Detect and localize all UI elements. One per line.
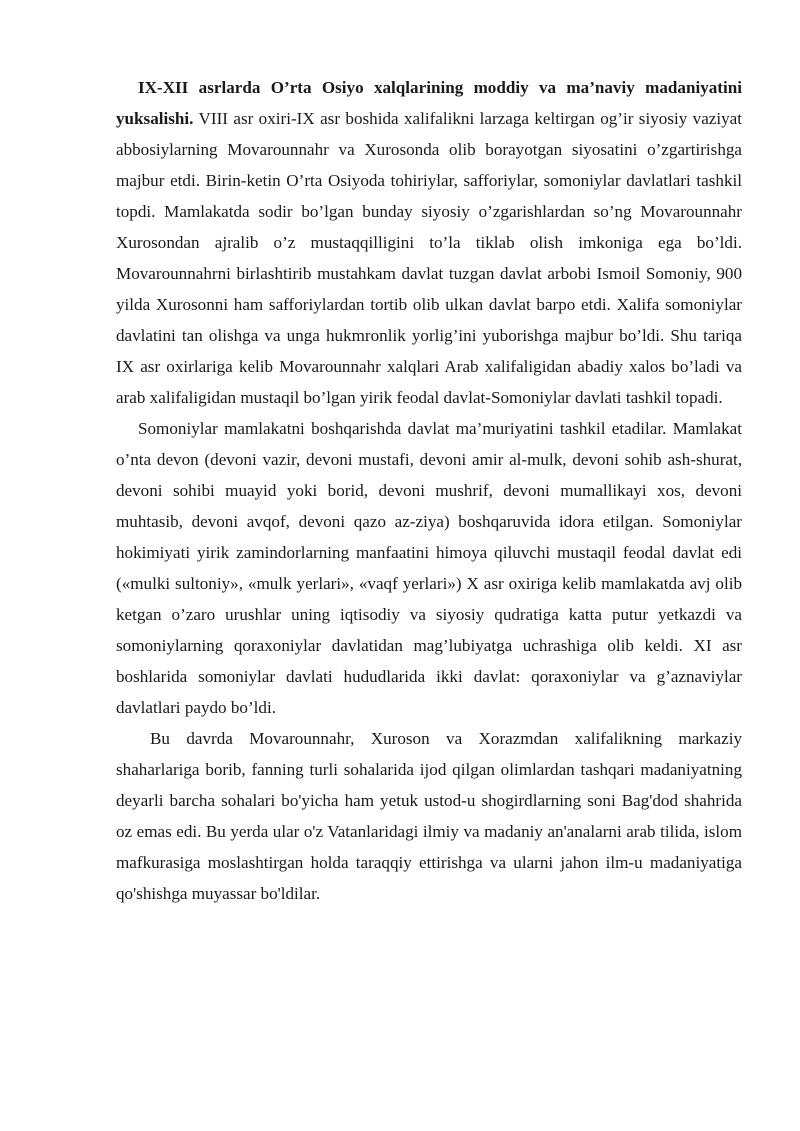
paragraph-2	[116, 413, 742, 723]
paragraph-3-text: Bu davrda Movarounnahr, Xuroson va Xorazmdan xalifalikning markaziy shaharlariga borib, fanning turli sohalarida ijod qilgan olimlardan tashqari madaniyatning deyarli barcha sohalari bo'yicha ham yetuk ustod-u shogirdlarning soni Bag'dod shahrida oz emas edi. Bu yerda ular o'z Vatanlaridagi ilmiy va madaniy an'analarni arab tilida, islom mafkurasiga moslashtirgan holda taraqqiy ettirishga va ularni jahon ilm-u madaniyatiga qo'shishga muyassar bo'ldilar.	[116, 729, 742, 903]
paragraph-1-text: VIII asr oxiri-IX asr boshida xalifalikni larzaga keltirgan og’ir siyosiy vaziyat abbosiylarning Movarounnahr va Xurosonda olib borayotgan siyosatini o’zgartirishga majbur etdi. Birin-ketin O’rta Osiyoda tohiriylar, safforiylar, somoniylar davlatlari tashkil topdi. Mamlakatda sodir bo’lgan bunday siyosiy o’zgarishlardan so’ng Movarounnahr Xurosondan ajralib o’z mustaqqilligini to’la tiklab olish imkoniga ega bo’ldi. Movarounnahrni birlashtirib mustahkam davlat tuzgan davlat arbobi Ismoil Somoniy, 900 yilda Xurosonni ham safforiylardan tortib olib ulkan davlat barpo etdi. Xalifa somoniylar davlatini tan olishga va unga hukmronlik yorlig’ini yuborishga majbur bo’ldi. Shu tariqa IX asr oxirlariga kelib Movarounnahr xalqlari Arab xalifaligidan abadiy xalos bo’ladi va arab xalifaligidan mustaqil bo’lgan yirik feodal davlat-Somoniylar davlati tashkil topadi.	[116, 109, 742, 407]
paragraph-3	[116, 723, 742, 909]
paragraph-2-text: Somoniylar mamlakatni boshqarishda davlat ma’muriyatini tashkil etadilar. Mamlakat o’nta devon (devoni vazir, devoni mustafi, devoni amir al-mulk, devoni sohib ash-shurat, devoni sohibi muayid yoki borid, devoni mushrif, devoni mumallikayi xos, devoni muhtasib, devoni avqof, devoni qazo az-ziya) boshqaruvida idora etilgan. Somoniylar hokimiyati yirik zamindorlarning manfaatini himoya qiluvchi mustaqil feodal davlat edi («mulki sultoniy», «mulk yerlari», «vaqf yerlari») X asr oxiriga kelib mamlakatda avj olib ketgan o’zaro urushlar uning iqtisodiy va siyosiy qudratiga katta putur yetkazdi va somoniylarning qoraxoniylar davlatidan mag’lubiyatga uchrashiga olib keldi. XI asr boshlarida somoniylar davlati hududlarida ikki davlat: qoraxoniylar va g’aznaviylar davlatlari paydo bo’ldi.	[116, 419, 742, 717]
section-heading: IX-XII asrlarda O’rta Osiyo xalqlarining moddiy va ma’naviy madaniyatini yuksalishi.	[116, 78, 742, 128]
document-page	[116, 72, 742, 909]
paragraph-1	[116, 72, 742, 413]
